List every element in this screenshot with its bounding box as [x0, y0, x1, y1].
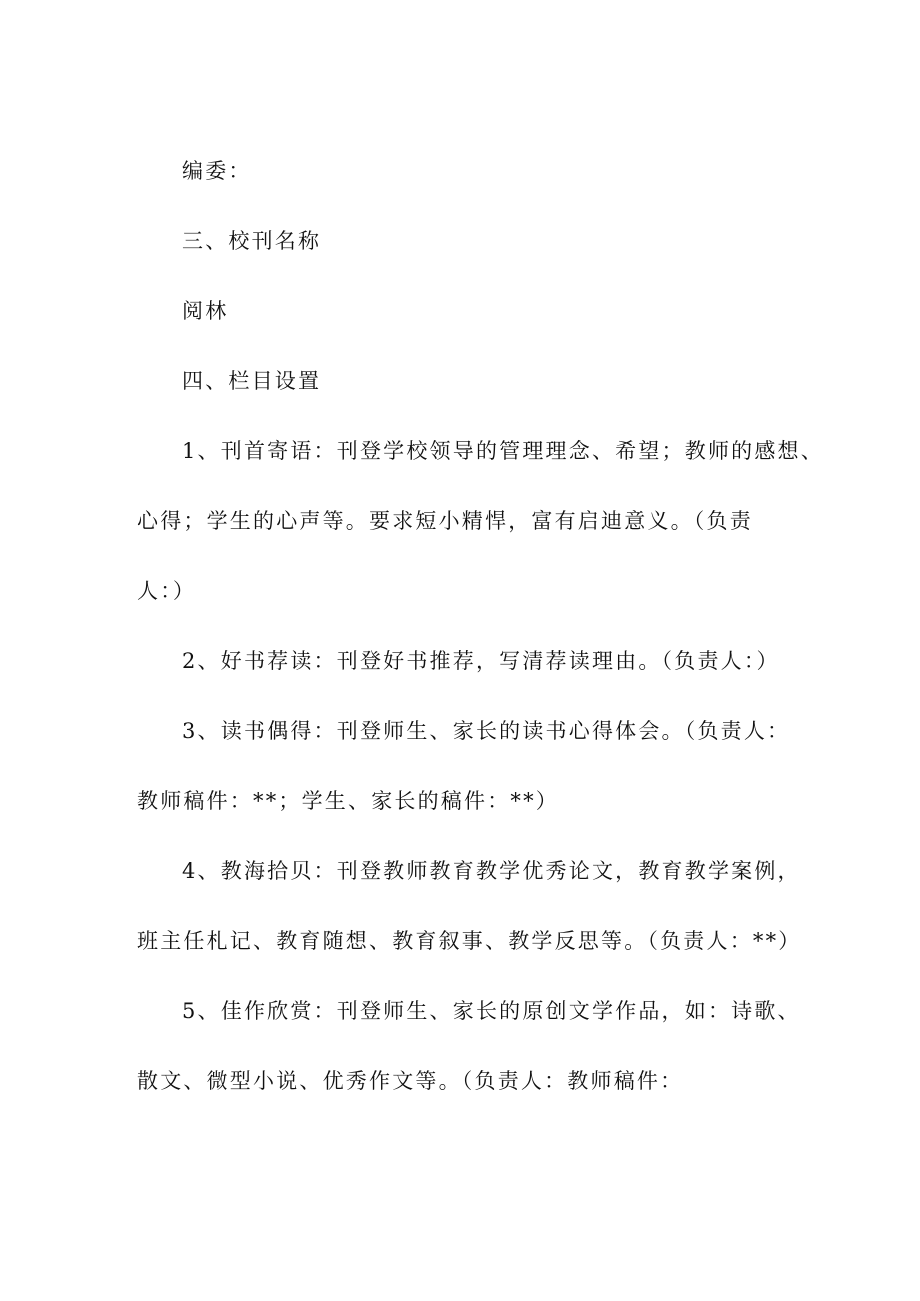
- item-1-line-1: 1、刊首寄语：刊登学校领导的管理理念、希望；教师的感想、: [182, 439, 824, 463]
- section-4-heading: 四、栏目设置: [182, 369, 322, 393]
- item-3-line-2: 教师稿件：**；学生、家长的稿件：**）: [137, 789, 559, 813]
- journal-name: 阅林: [182, 299, 229, 323]
- editorial-board-label: 编委：: [182, 159, 252, 183]
- section-3-heading: 三、校刊名称: [182, 229, 322, 253]
- item-3-line-1: 3、读书偶得：刊登师生、家长的读书心得体会。（负责人：: [182, 719, 791, 743]
- item-1-line-2: 心得；学生的心声等。要求短小精悍，富有启迪意义。（负责: [137, 509, 753, 533]
- item-1-line-3: 人：）: [137, 579, 197, 603]
- item-4-line-2: 班主任札记、教育随想、教育叙事、教学反思等。（负责人：**）: [137, 929, 802, 953]
- item-4-line-1: 4、教海拾贝：刊登教师教育教学优秀论文，教育教学案例，: [182, 859, 801, 883]
- item-2-line-1: 2、好书荐读：刊登好书推荐，写清荐读理由。（负责人：）: [182, 649, 780, 673]
- item-5-line-2: 散文、微型小说、优秀作文等。（负责人：教师稿件：: [137, 1069, 684, 1093]
- item-5-line-1: 5、佳作欣赏：刊登师生、家长的原创文学作品，如：诗歌、: [182, 999, 801, 1023]
